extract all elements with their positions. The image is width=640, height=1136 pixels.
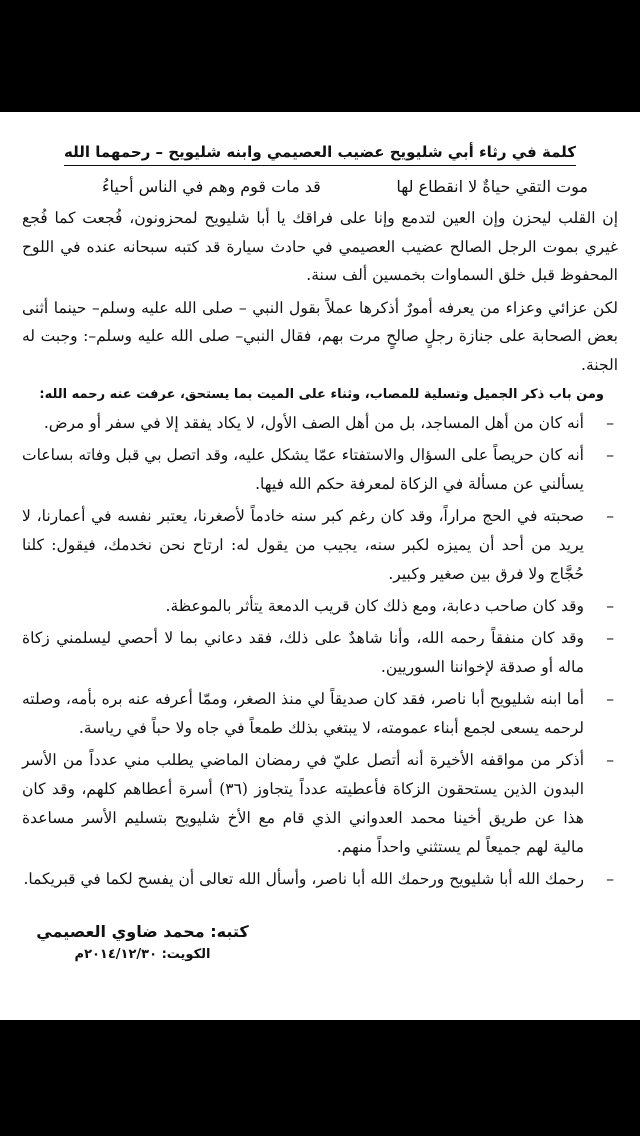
paragraph: لكن عزائي وعزاء من يعرفه أمورٌ أذكرها عملاً بقول النبي – صلى الله عليه وسلم– حينما أثنى بعض الصحابة على جنازة رجلٍ صالحٍ مرت بهم، فقال النبي– صلى الله عليه وسلم–: وجبت له الجنة.: [22, 298, 618, 374]
list-item-text: أما ابنه شليويح أبا ناصر، فقد كان صديقاً لي منذ الصغر، وممّا أعرفه عنه بره بأمه، وصلته لرحمه يسعى لجمع أبناء عمومته، لا يبتغي بذلك طمعاً في جاه ولا حباً في رياسة.: [22, 690, 584, 737]
poem-first-hemistich: موت التقي حياةٌ لا انقطاع لها: [396, 177, 588, 196]
bullet-list: [22, 409, 618, 894]
bullet-dash: –: [606, 507, 614, 525]
paragraph: إن القلب ليحزن وإن العين لتدمع وإنا على فراقك يا أبا شليويح لمحزونون، فُجعت كما فُجع غيري بموت الرجل الصالح عضيب العصيمي في حادث سيارة قد كتبه سبحانه عنده في اللوح المحفوظ قبل خلق السماوات بخمسين ألف سنة.: [22, 209, 618, 284]
list-item-text: وقد كان منفقاً رحمه الله، وأنا شاهدٌ على ذلك، فقد دعاني بما لا أحصي ليسلمني زكاة ماله أو صدقة لإخواننا السوريين.: [22, 629, 584, 676]
bullet-dash: –: [606, 870, 614, 888]
signature-author: كتبه: محمد ضاوي العصيمي: [36, 922, 249, 941]
list-item: [22, 409, 618, 438]
signature-place-date: الكويت: ٢٠١٤/١٢/٣٠م: [74, 947, 211, 962]
list-item-text: أذكر من مواقفه الأخيرة أنه أتصل عليّ في رمضان الماضي يطلب مني عدداً من الأسر البدون الذين يستحقون الزكاة فأعطيته عدداً يتجاوز (٣٦) أسرة أعطاهم كلهم، وقد كان هذا عن طريق أخينا محمد العدواني الذي قام مع الأخ شليويح بتسليم الأسر مساعدة مالية لهم جميعاً لم يستثني واحداً منهم.: [22, 751, 584, 856]
document-title: كلمة في رثاء أبي شليويح عضيب العصيمي وابنه شليويح – رحمهما الله: [22, 140, 618, 166]
list-item: [22, 685, 618, 743]
list-item: [22, 746, 618, 862]
bullet-dash: –: [606, 690, 614, 708]
list-item: [22, 592, 618, 621]
document-page: [0, 112, 640, 1020]
list-item-text: أنه كان من أهل المساجد، بل من أهل الصف الأول، لا يكاد يفقد إلا في سفر أو مرض.: [43, 414, 584, 432]
signature-block: [22, 920, 618, 966]
bullet-dash: –: [606, 597, 614, 615]
list-item: [22, 441, 618, 499]
list-item: [22, 624, 618, 682]
list-item-text: وقد كان صاحب دعابة، ومع ذلك كان قريب الدمعة يتأثر بالموعظة.: [165, 597, 584, 615]
bullet-dash: –: [606, 446, 614, 464]
bullet-dash: –: [606, 751, 614, 769]
section-heading: ومن باب ذكر الجميل وتسلية للمصاب، وثناء على الميت بما يستحق، عرفت عنه رحمه الله:: [39, 387, 604, 402]
list-item-text: صحبته في الحج مراراً، وقد كان رغم كبر سنه خادماً لأصغرنا، يعتبر نفسه في أعمارنا، لا يريد من أحد أن يميزه لكبر سنه، يجيب من يقول له: ارتاح نحن نخدمك، فيقول: كلنا حُجَّاج ولا فرق بين صغير وكبير.: [22, 507, 584, 583]
bullet-dash: –: [606, 414, 614, 432]
bullet-dash: –: [606, 629, 614, 647]
poem-second-hemistich: قد مات قوم وهم في الناس أحياءُ: [102, 177, 321, 196]
document-body: [22, 140, 618, 966]
list-item: [22, 865, 618, 894]
poem-verse: [22, 172, 618, 202]
list-item-text: رحمك الله أبا شليويح ورحمك الله أبا ناصر، وأسأل الله تعالى أن يفسح لكما في قبريكما.: [23, 870, 584, 888]
list-item: [22, 502, 618, 589]
list-item-text: أنه كان حريصاً على السؤال والاستفتاء عمّا يشكل عليه، وقد اتصل بي قبل وفاته بساعات يسألني عن مسألة في الزكاة لمعرفة حكم الله فيها.: [22, 446, 584, 493]
